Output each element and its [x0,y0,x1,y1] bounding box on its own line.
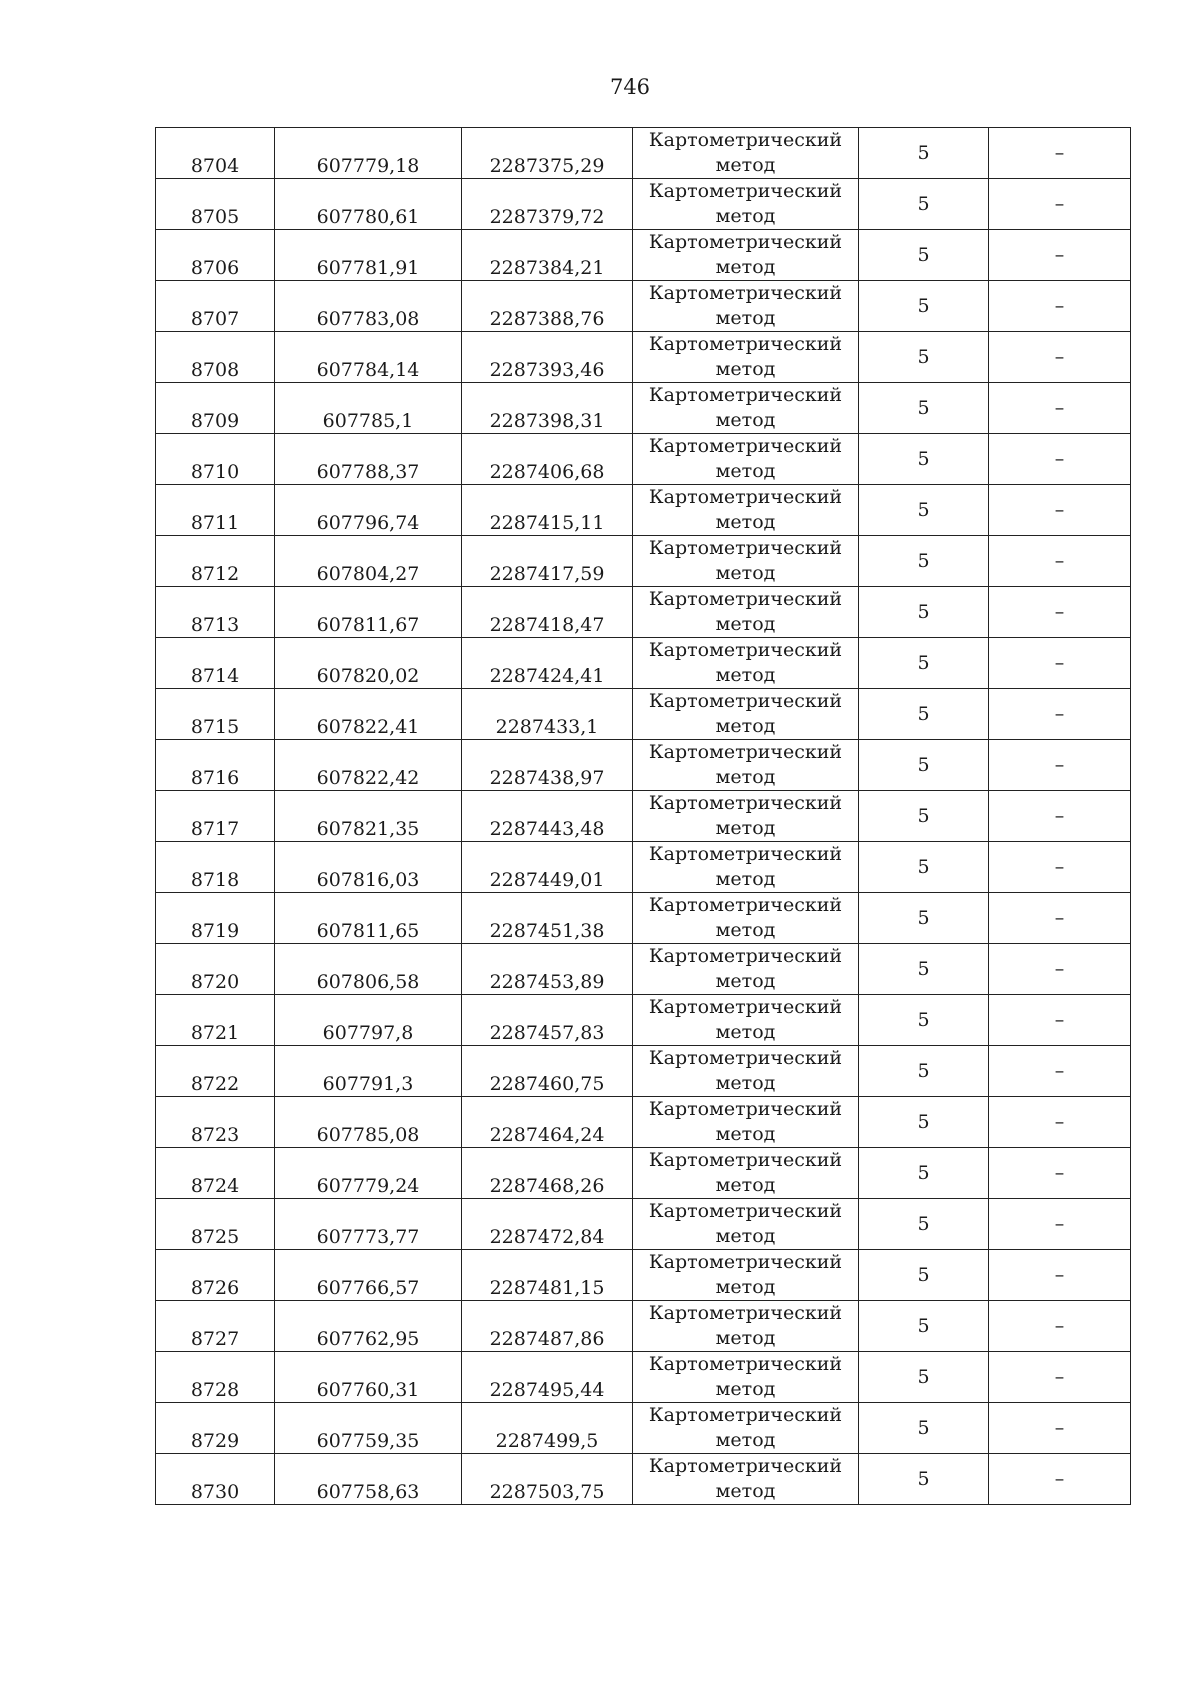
method-cell [633,689,859,740]
method-line-1: Картометрический [648,1251,843,1273]
coordinates-table [155,127,1131,1505]
x-coordinate-cell: 607822,42 [275,740,462,791]
table-row [156,1199,1131,1250]
table-row [156,1097,1131,1148]
method-cell [633,434,859,485]
method-cell [633,1148,859,1199]
y-coordinate-cell: 2287460,75 [462,1046,633,1097]
method-cell [633,842,859,893]
page-number: 746 [609,75,651,99]
method-cell [633,1403,859,1454]
point-number-cell: 8713 [156,587,275,638]
y-coordinate-cell: 2287398,31 [462,383,633,434]
description-cell: – [989,128,1131,179]
accuracy-cell: 5 [859,791,989,842]
x-coordinate-cell: 607797,8 [275,995,462,1046]
method-cell [633,536,859,587]
table-row [156,179,1131,230]
method-line-2: метод [715,256,776,278]
description-cell: – [989,842,1131,893]
method-line-1: Картометрический [648,486,843,508]
method-line-2: метод [715,970,776,992]
point-number-cell: 8715 [156,689,275,740]
y-coordinate-cell: 2287453,89 [462,944,633,995]
accuracy-cell: 5 [859,995,989,1046]
point-number-cell: 8707 [156,281,275,332]
method-line-1: Картометрический [648,1149,843,1171]
x-coordinate-cell: 607773,77 [275,1199,462,1250]
description-cell: – [989,740,1131,791]
method-cell [633,740,859,791]
accuracy-cell: 5 [859,1301,989,1352]
method-line-2: метод [715,1123,776,1145]
table-row [156,893,1131,944]
y-coordinate-cell: 2287417,59 [462,536,633,587]
x-coordinate-cell: 607791,3 [275,1046,462,1097]
method-cell [633,1250,859,1301]
point-number-cell: 8724 [156,1148,275,1199]
description-cell: – [989,536,1131,587]
description-cell: – [989,1352,1131,1403]
method-line-1: Картометрический [648,282,843,304]
x-coordinate-cell: 607766,57 [275,1250,462,1301]
table-row [156,332,1131,383]
method-line-2: метод [715,1429,776,1451]
method-line-1: Картометрический [648,231,843,253]
description-cell: – [989,383,1131,434]
method-line-1: Картометрический [648,894,843,916]
method-cell [633,791,859,842]
point-number-cell: 8710 [156,434,275,485]
method-line-1: Картометрический [648,996,843,1018]
table-row [156,1403,1131,1454]
method-cell [633,1199,859,1250]
description-cell: – [989,434,1131,485]
y-coordinate-cell: 2287433,1 [462,689,633,740]
point-number-cell: 8728 [156,1352,275,1403]
table-row [156,842,1131,893]
y-coordinate-cell: 2287481,15 [462,1250,633,1301]
method-line-2: метод [715,154,776,176]
method-cell [633,383,859,434]
x-coordinate-cell: 607811,65 [275,893,462,944]
accuracy-cell: 5 [859,230,989,281]
method-cell [633,485,859,536]
method-line-2: метод [715,817,776,839]
method-cell [633,1097,859,1148]
x-coordinate-cell: 607781,91 [275,230,462,281]
method-line-2: метод [715,868,776,890]
table-row [156,1454,1131,1505]
point-number-cell: 8725 [156,1199,275,1250]
point-number-cell: 8716 [156,740,275,791]
method-line-2: метод [715,1327,776,1349]
point-number-cell: 8727 [156,1301,275,1352]
accuracy-cell: 5 [859,179,989,230]
accuracy-cell: 5 [859,1403,989,1454]
description-cell: – [989,1199,1131,1250]
y-coordinate-cell: 2287499,5 [462,1403,633,1454]
y-coordinate-cell: 2287503,75 [462,1454,633,1505]
y-coordinate-cell: 2287443,48 [462,791,633,842]
accuracy-cell: 5 [859,281,989,332]
method-cell [633,893,859,944]
x-coordinate-cell: 607779,18 [275,128,462,179]
x-coordinate-cell: 607762,95 [275,1301,462,1352]
method-line-2: метод [715,1225,776,1247]
accuracy-cell: 5 [859,332,989,383]
accuracy-cell: 5 [859,638,989,689]
description-cell: – [989,485,1131,536]
description-cell: – [989,995,1131,1046]
method-line-2: метод [715,409,776,431]
point-number-cell: 8717 [156,791,275,842]
x-coordinate-cell: 607822,41 [275,689,462,740]
table-row [156,383,1131,434]
method-line-1: Картометрический [648,741,843,763]
description-cell: – [989,1301,1131,1352]
table-row [156,740,1131,791]
accuracy-cell: 5 [859,842,989,893]
x-coordinate-cell: 607820,02 [275,638,462,689]
x-coordinate-cell: 607811,67 [275,587,462,638]
description-cell: – [989,1097,1131,1148]
table-row [156,944,1131,995]
accuracy-cell: 5 [859,383,989,434]
accuracy-cell: 5 [859,434,989,485]
y-coordinate-cell: 2287375,29 [462,128,633,179]
method-line-1: Картометрический [648,180,843,202]
method-line-2: метод [715,1021,776,1043]
table-row [156,536,1131,587]
table-row [156,230,1131,281]
accuracy-cell: 5 [859,893,989,944]
x-coordinate-cell: 607759,35 [275,1403,462,1454]
table-row [156,638,1131,689]
y-coordinate-cell: 2287472,84 [462,1199,633,1250]
accuracy-cell: 5 [859,689,989,740]
y-coordinate-cell: 2287464,24 [462,1097,633,1148]
x-coordinate-cell: 607758,63 [275,1454,462,1505]
accuracy-cell: 5 [859,944,989,995]
method-line-2: метод [715,613,776,635]
point-number-cell: 8712 [156,536,275,587]
point-number-cell: 8708 [156,332,275,383]
table-row [156,791,1131,842]
table-row [156,587,1131,638]
accuracy-cell: 5 [859,587,989,638]
method-line-1: Картометрический [648,537,843,559]
table-row [156,281,1131,332]
x-coordinate-cell: 607788,37 [275,434,462,485]
description-cell: – [989,281,1131,332]
x-coordinate-cell: 607821,35 [275,791,462,842]
accuracy-cell: 5 [859,740,989,791]
description-cell: – [989,1454,1131,1505]
method-line-1: Картометрический [648,690,843,712]
point-number-cell: 8705 [156,179,275,230]
y-coordinate-cell: 2287457,83 [462,995,633,1046]
y-coordinate-cell: 2287418,47 [462,587,633,638]
description-cell: – [989,1250,1131,1301]
table-row [156,485,1131,536]
table-row [156,1148,1131,1199]
y-coordinate-cell: 2287449,01 [462,842,633,893]
method-cell [633,230,859,281]
method-cell [633,1352,859,1403]
x-coordinate-cell: 607804,27 [275,536,462,587]
description-cell: – [989,689,1131,740]
description-cell: – [989,587,1131,638]
method-line-1: Картометрический [648,639,843,661]
method-cell [633,587,859,638]
method-line-2: метод [715,1378,776,1400]
accuracy-cell: 5 [859,1148,989,1199]
description-cell: – [989,791,1131,842]
method-line-2: метод [715,511,776,533]
method-cell [633,1301,859,1352]
method-cell [633,332,859,383]
method-cell [633,944,859,995]
method-line-2: метод [715,460,776,482]
description-cell: – [989,944,1131,995]
table-row [156,1250,1131,1301]
accuracy-cell: 5 [859,536,989,587]
method-line-2: метод [715,715,776,737]
x-coordinate-cell: 607760,31 [275,1352,462,1403]
method-line-1: Картометрический [648,1353,843,1375]
accuracy-cell: 5 [859,1097,989,1148]
method-cell [633,1046,859,1097]
point-number-cell: 8723 [156,1097,275,1148]
method-line-1: Картометрический [648,945,843,967]
x-coordinate-cell: 607785,08 [275,1097,462,1148]
x-coordinate-cell: 607780,61 [275,179,462,230]
x-coordinate-cell: 607785,1 [275,383,462,434]
point-number-cell: 8720 [156,944,275,995]
method-line-2: метод [715,307,776,329]
y-coordinate-cell: 2287487,86 [462,1301,633,1352]
method-line-2: метод [715,358,776,380]
table-row [156,689,1131,740]
method-cell [633,281,859,332]
accuracy-cell: 5 [859,1352,989,1403]
method-line-2: метод [715,562,776,584]
accuracy-cell: 5 [859,485,989,536]
table-row [156,128,1131,179]
method-line-2: метод [715,1072,776,1094]
accuracy-cell: 5 [859,1454,989,1505]
description-cell: – [989,1403,1131,1454]
x-coordinate-cell: 607796,74 [275,485,462,536]
method-line-1: Картометрический [648,129,843,151]
description-cell: – [989,1046,1131,1097]
method-line-2: метод [715,1480,776,1502]
y-coordinate-cell: 2287406,68 [462,434,633,485]
description-cell: – [989,230,1131,281]
method-line-1: Картометрический [648,384,843,406]
point-number-cell: 8704 [156,128,275,179]
y-coordinate-cell: 2287438,97 [462,740,633,791]
point-number-cell: 8719 [156,893,275,944]
x-coordinate-cell: 607783,08 [275,281,462,332]
point-number-cell: 8726 [156,1250,275,1301]
point-number-cell: 8711 [156,485,275,536]
y-coordinate-cell: 2287495,44 [462,1352,633,1403]
method-line-2: метод [715,205,776,227]
method-line-1: Картометрический [648,1302,843,1324]
y-coordinate-cell: 2287384,21 [462,230,633,281]
accuracy-cell: 5 [859,1199,989,1250]
x-coordinate-cell: 607816,03 [275,842,462,893]
x-coordinate-cell: 607779,24 [275,1148,462,1199]
y-coordinate-cell: 2287388,76 [462,281,633,332]
y-coordinate-cell: 2287451,38 [462,893,633,944]
method-line-1: Картометрический [648,333,843,355]
accuracy-cell: 5 [859,1046,989,1097]
y-coordinate-cell: 2287468,26 [462,1148,633,1199]
y-coordinate-cell: 2287415,11 [462,485,633,536]
method-line-1: Картометрический [648,1455,843,1477]
table-row [156,1301,1131,1352]
method-cell [633,995,859,1046]
point-number-cell: 8721 [156,995,275,1046]
x-coordinate-cell: 607806,58 [275,944,462,995]
description-cell: – [989,179,1131,230]
method-line-2: метод [715,766,776,788]
method-line-2: метод [715,919,776,941]
table-body [156,128,1131,1505]
point-number-cell: 8706 [156,230,275,281]
table-row [156,995,1131,1046]
x-coordinate-cell: 607784,14 [275,332,462,383]
method-line-2: метод [715,664,776,686]
method-line-1: Картометрический [648,1098,843,1120]
method-line-1: Картометрический [648,1047,843,1069]
description-cell: – [989,893,1131,944]
point-number-cell: 8729 [156,1403,275,1454]
description-cell: – [989,332,1131,383]
point-number-cell: 8718 [156,842,275,893]
point-number-cell: 8722 [156,1046,275,1097]
method-line-1: Картометрический [648,588,843,610]
accuracy-cell: 5 [859,1250,989,1301]
y-coordinate-cell: 2287379,72 [462,179,633,230]
point-number-cell: 8709 [156,383,275,434]
method-line-1: Картометрический [648,792,843,814]
method-line-1: Картометрический [648,1200,843,1222]
description-cell: – [989,1148,1131,1199]
method-cell [633,179,859,230]
point-number-cell: 8730 [156,1454,275,1505]
method-line-1: Картометрический [648,435,843,457]
description-cell: – [989,638,1131,689]
method-line-2: метод [715,1276,776,1298]
method-cell [633,1454,859,1505]
point-number-cell: 8714 [156,638,275,689]
method-line-2: метод [715,1174,776,1196]
method-line-1: Картометрический [648,1404,843,1426]
method-cell [633,128,859,179]
method-cell [633,638,859,689]
table-row [156,434,1131,485]
table-row [156,1352,1131,1403]
table-row [156,1046,1131,1097]
y-coordinate-cell: 2287393,46 [462,332,633,383]
method-line-1: Картометрический [648,843,843,865]
accuracy-cell: 5 [859,128,989,179]
y-coordinate-cell: 2287424,41 [462,638,633,689]
